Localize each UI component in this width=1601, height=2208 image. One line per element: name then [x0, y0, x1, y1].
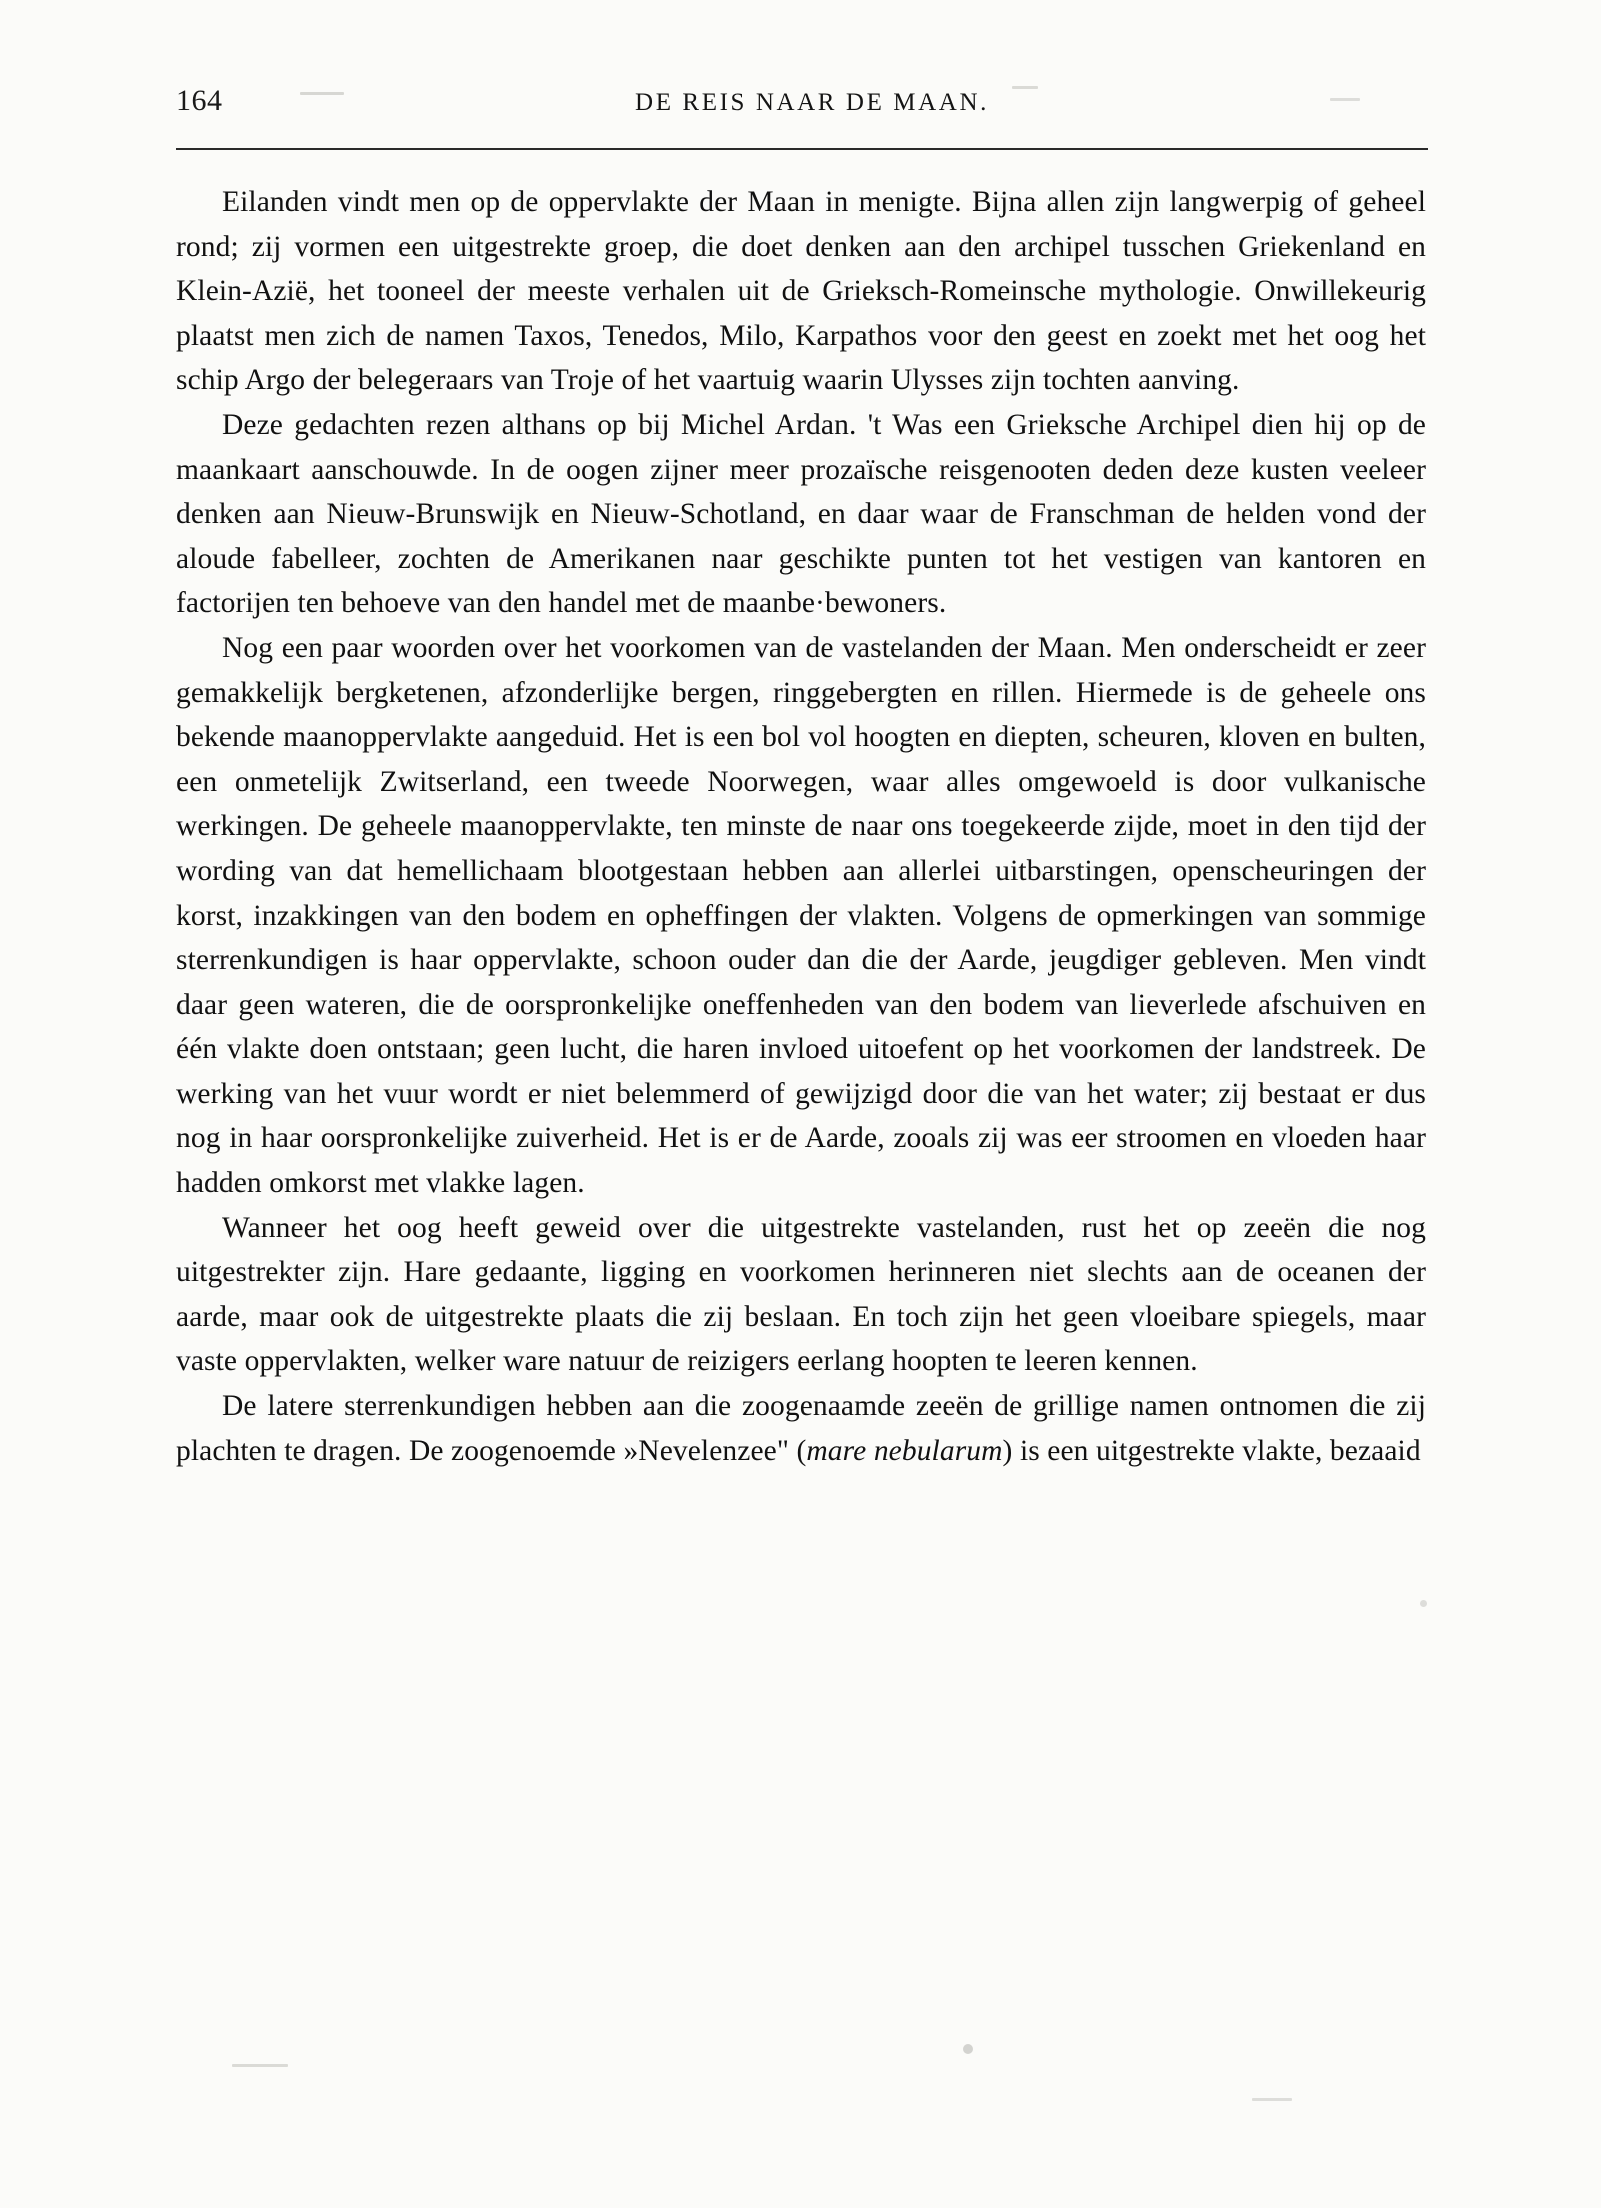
page-number: 164 — [176, 84, 223, 117]
header-rule — [176, 148, 1428, 150]
paragraph-text-before: De latere sterrenkundigen hebben aan die zoogenaamde zeeën de grillige namen ontnomen die zij plachten te dragen. De zoogenoemde »Nevelenzee" ( — [176, 1390, 1426, 1467]
paragraph: Nog een paar woorden over het voorkomen van de vastelanden der Maan. Men onderscheidt er zeer gemakkelijk bergketenen, afzonderlijke bergen, ringgebergten en rillen. Hiermede is de geheele ons bekende maanoppervlakte aangeduid. Het is een bol vol hoogten en diepten, scheuren, kloven en bulten, een onmetelijk Zwitserland, een tweede Noorwegen, waar alles omgewoeld is door vulkanische werkingen. De geheele maanoppervlakte, ten minste de naar ons toegekeerde zijde, moet in den tijd der wording van dat hemellichaam blootgestaan hebben aan allerlei uitbarstingen, openscheuringen der korst, inzakkingen van den bodem en opheffingen der vlakten. Volgens de opmerkingen van sommige sterrenkundigen is haar oppervlakte, schoon ouder dan die der Aarde, jeugdiger gebleven. Men vindt daar geen wateren, die de oorspronkelijke oneffenheden van den bodem van lieverlede afschuiven en één vlakte doen ontstaan; geen lucht, die haren invloed uitoefent op het voorkomen der landstreek. De werking van het vuur wordt er niet belemmerd of gewijzigd door die van het water; zij bestaat er dus nog in haar oorspronkelijke zuiverheid. Het is er de Aarde, zooals zij was eer stroomen en vloeden haar hadden omkorst met vlakke lagen. — [176, 631, 1426, 1200]
page-speckle — [1420, 1600, 1427, 1607]
paragraph-text-after: ) is een uitgestrekte vlakte, bezaaid — [1002, 1434, 1421, 1467]
page-speckle — [963, 2044, 973, 2054]
paragraph: Deze gedachten rezen althans op bij Michel Ardan. 't Was een Grieksche Archipel dien hij op de maankaart aanschouwde. In de oogen zijner meer prozaïsche reisgenooten deden deze kusten veeleer denken aan Nieuw-Brunswijk en Nieuw-Schotland, en daar waar de Franschman de helden vond der aloude fabelleer, zochten de Amerikanen naar geschikte punten tot het vestigen van kantoren en factorijen ten behoeve van den handel met de maanbe·bewoners. — [176, 408, 1426, 620]
paragraph: Eilanden vindt men op de oppervlakte der Maan in menigte. Bijna allen zijn langwerpig of geheel rond; zij vormen een uitgestrekte groep, die doet denken aan den archipel tusschen Griekenland en Klein-Azië, het tooneel der meeste verhalen uit de Grieksch-Romeinsche mythologie. Onwillekeurig plaatst men zich de namen Taxos, Tenedos, Milo, Karpathos voor den geest en zoekt met het oog het schip Argo der belegeraars van Troje of het vaartuig waarin Ulysses zijn tochten aanving. — [176, 186, 1426, 397]
page-header — [176, 84, 1428, 136]
body-text — [176, 180, 1426, 1473]
page-content — [176, 84, 1428, 1473]
paragraph-final — [176, 1384, 1426, 1473]
paragraph: Wanneer het oog heeft geweid over die uitgestrekte vastelanden, rust het op zeeën die nog uitgestrekter zijn. Hare gedaante, ligging en voorkomen herinneren niet slechts aan de oceanen der aarde, maar ook de uitgestrekte plaats die zij beslaan. En toch zijn het geen vloeibare spiegels, maar vaste oppervlakten, welker ware natuur de reizigers eerlang hoopten te leeren kennen. — [176, 1211, 1426, 1378]
page-speckle — [232, 2064, 288, 2067]
page-speckle — [1252, 2098, 1292, 2101]
running-head: DE REIS NAAR DE MAAN. — [635, 89, 989, 116]
latin-term: mare nebularum — [806, 1434, 1003, 1467]
